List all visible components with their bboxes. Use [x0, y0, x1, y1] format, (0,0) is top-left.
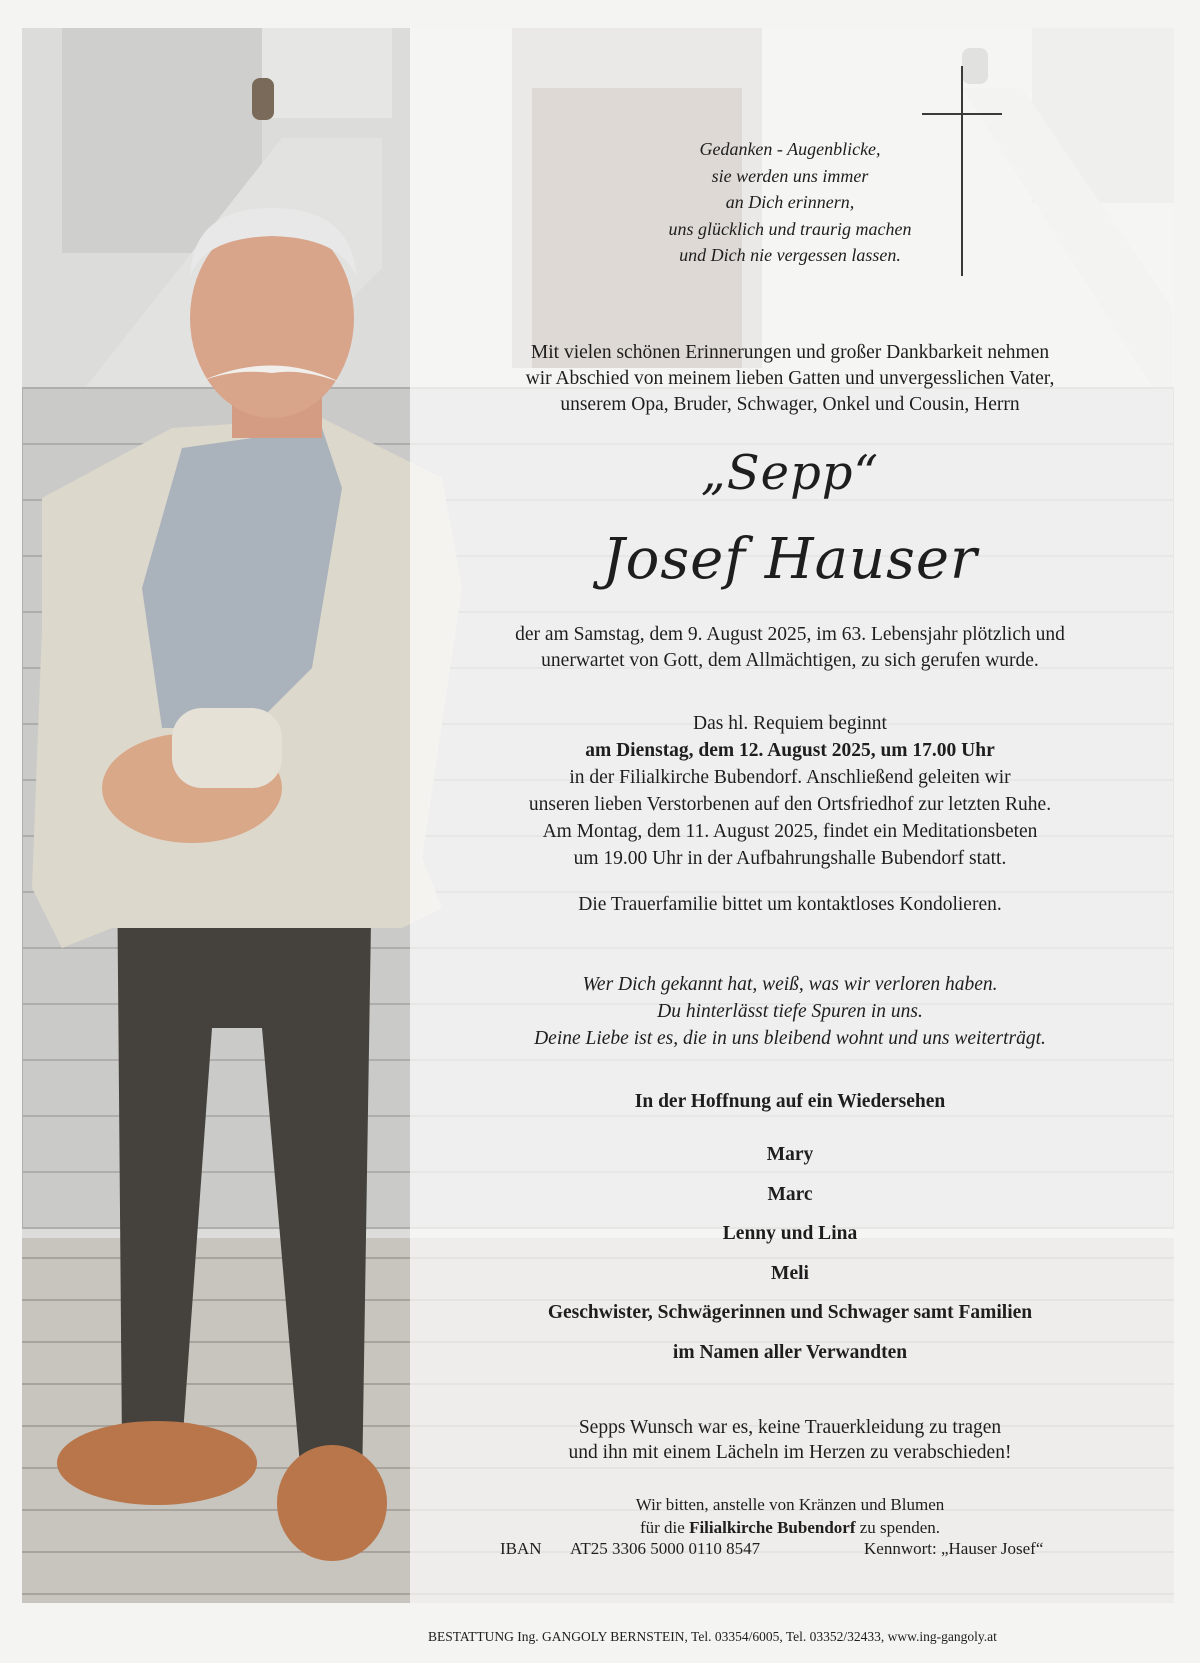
condolence-note: Die Trauerfamilie bittet um kontaktloses Kondolieren.	[578, 894, 1002, 915]
mourners-list	[412, 1135, 1168, 1372]
poem-line: Wer Dich gekannt hat, weiß, was wir verloren haben.	[582, 974, 998, 995]
requiem-intro: Das hl. Requiem beginnt	[693, 713, 887, 734]
death-notice	[412, 622, 1168, 674]
wish-line: Sepps Wunsch war es, keine Trauerkleidung zu tragen	[578, 1417, 1002, 1438]
donation-text: zu spenden.	[855, 1518, 940, 1537]
nickname: „Sepp“	[700, 445, 880, 501]
intro-line: wir Abschied von meinem lieben Gatten und unvergesslichen Vater,	[525, 368, 1055, 389]
donation-line	[412, 1516, 1168, 1539]
requiem-line: um 19.00 Uhr in der Aufbahrungshalle Bubendorf statt.	[573, 848, 1007, 869]
wish-line: und ihn mit einem Lächeln im Herzen zu verabschieden!	[568, 1442, 1012, 1463]
intro-line: unserem Opa, Bruder, Schwager, Onkel und Cousin, Herrn	[560, 394, 1020, 415]
mourner: Meli	[771, 1262, 809, 1284]
requiem-date-time: am Dienstag, dem 12. August 2025, um 17.00 Uhr	[585, 740, 995, 761]
iban-value: AT25 3306 5000 0110 8547	[570, 1539, 761, 1558]
donation-line: Wir bitten, anstelle von Kränzen und Blumen	[635, 1495, 945, 1514]
donation-recipient: Filialkirche Bubendorf	[689, 1518, 856, 1537]
donation-text: für die	[639, 1518, 690, 1537]
closing-poem	[412, 971, 1168, 1052]
poem-line: Du hinterlässt tiefe Spuren in uns.	[657, 1001, 923, 1022]
requiem-info	[412, 710, 1168, 872]
requiem-line: unseren lieben Verstorbenen auf den Ortsfriedhof zur letzten Ruhe.	[528, 794, 1052, 815]
death-line: der am Samstag, dem 9. August 2025, im 63. Lebensjahr plötzlich und	[515, 624, 1065, 645]
requiem-line: in der Filialkirche Bubendorf. Anschließend geleiten wir	[569, 767, 1011, 788]
mourner: im Namen aller Verwandten	[672, 1341, 908, 1363]
hope-line: In der Hoffnung auf ein Wiedersehen	[634, 1091, 946, 1112]
reference-keyword: Kennwort: „Hauser Josef“	[864, 1539, 1044, 1558]
mourner: Lenny und Lina	[722, 1223, 858, 1244]
poem-line: und Dich nie vergessen lassen.	[679, 245, 901, 265]
final-wish	[412, 1415, 1168, 1465]
poem-line: Deine Liebe ist es, die in uns bleibend wohnt und uns weiterträgt.	[534, 1028, 1046, 1049]
poem-line: an Dich erinnern,	[725, 192, 855, 212]
death-line: unerwartet von Gott, dem Allmächtigen, zu sich gerufen wurde.	[541, 650, 1039, 671]
bank-details	[412, 1539, 1168, 1561]
intro-line: Mit vielen schönen Erinnerungen und großer Dankbarkeit nehmen	[530, 342, 1050, 363]
poem-line: uns glücklich und traurig machen	[668, 218, 912, 239]
opening-poem	[412, 136, 1168, 269]
poem-line: Gedanken - Augenblicke,	[699, 139, 881, 159]
funeral-home-footer: BESTATTUNG Ing. GANGOLY BERNSTEIN, Tel. 03354/6005, Tel. 03352/32433, www.ing-gangoly.at	[428, 1629, 997, 1644]
mourner: Marc	[767, 1183, 813, 1205]
deceased-name: Josef Hauser	[602, 527, 978, 592]
poem-line: sie werden uns immer	[711, 165, 869, 186]
iban-label: IBAN	[500, 1539, 542, 1558]
donation-request	[412, 1493, 1168, 1539]
requiem-line: Am Montag, dem 11. August 2025, findet ein Meditationsbeten	[542, 821, 1038, 842]
mourner: Geschwister, Schwägerinnen und Schwager samt Familien	[547, 1302, 1033, 1323]
mourner: Mary	[766, 1144, 814, 1165]
farewell-intro	[412, 340, 1168, 418]
